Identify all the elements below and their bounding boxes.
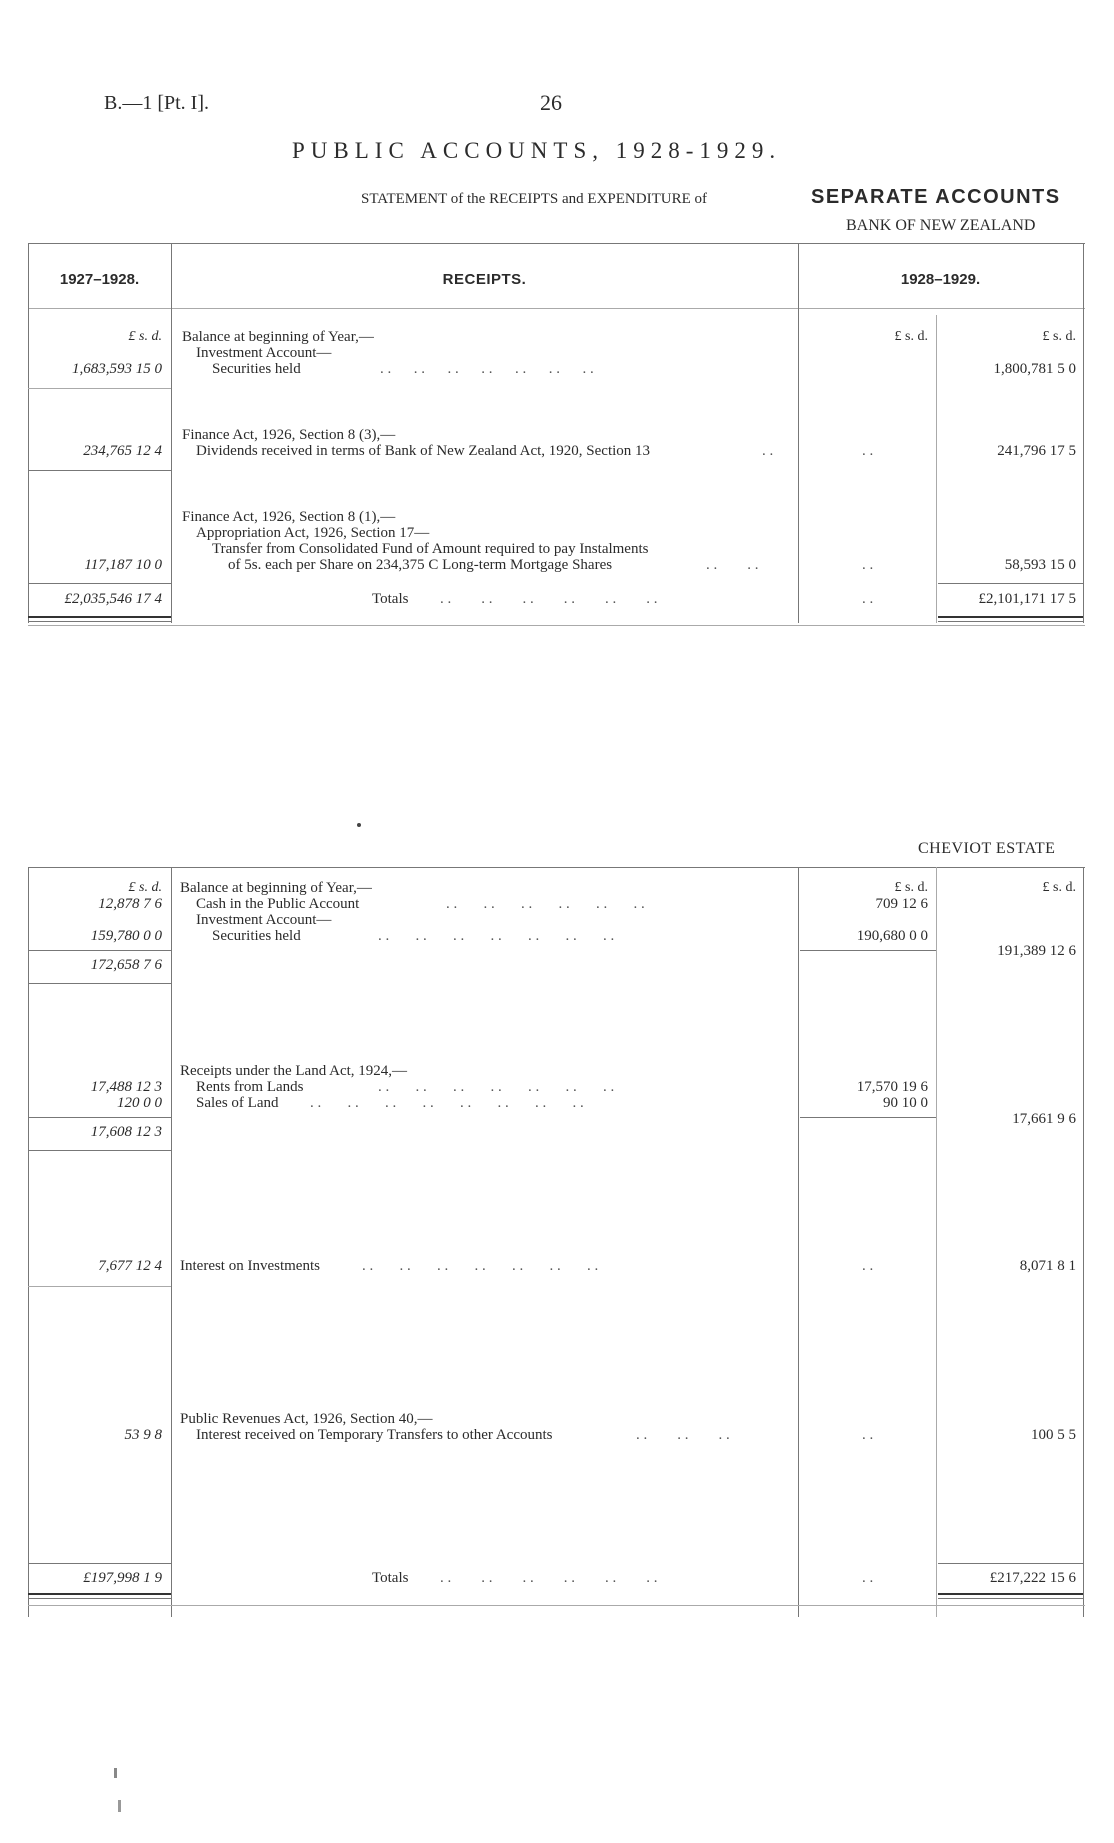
document-reference: B.—1 [Pt. I]. — [104, 92, 209, 114]
row-heading: Balance at beginning of Year,— — [180, 880, 372, 896]
amount-curr-year: 8,071 8 1 — [1019, 1258, 1076, 1274]
row-item-label: Dividends received in terms of Bank of New Zealand Act, 1920, Section 13 — [196, 443, 651, 459]
section2-col-divider — [171, 867, 172, 1617]
statement-prefix: STATEMENT of the RECEIPTS and EXPENDITURE of — [361, 191, 707, 207]
dot-leader: . . — [862, 1258, 874, 1274]
column-header-1927-1928: 1927–1928. — [59, 271, 140, 288]
unit-label-prev: £ s. d. — [128, 329, 162, 344]
amount-curr-year: 17,661 9 6 — [1012, 1111, 1076, 1127]
amount-curr-year: 100 5 5 — [1031, 1427, 1076, 1443]
section1-col-divider — [171, 243, 172, 623]
row-separator — [28, 1286, 171, 1287]
section1-col-divider — [798, 243, 799, 623]
section1-right-border — [1083, 243, 1084, 623]
totals-prev-year: £197,998 1 9 — [83, 1570, 162, 1586]
amount-prev-year: 53 9 8 — [124, 1427, 162, 1443]
section2-col-divider — [798, 867, 799, 1617]
totals-double-rule — [938, 1593, 1083, 1595]
row-heading: Finance Act, 1926, Section 8 (3),— — [182, 427, 396, 443]
amount-prev-year: 117,187 10 0 — [84, 557, 162, 573]
subtotal-prev-year: 17,608 12 3 — [90, 1124, 162, 1140]
unit-label-prev: £ s. d. — [128, 880, 162, 895]
section2-left-border — [28, 867, 29, 1617]
row-separator — [28, 1563, 171, 1564]
unit-label-curr: £ s. d. — [1042, 880, 1076, 895]
section1-account-name: BANK OF NEW ZEALAND — [846, 217, 1036, 234]
dot-leader: . . — [762, 443, 774, 459]
amount-prev-year: 234,765 12 4 — [83, 443, 162, 459]
totals-double-rule — [938, 1598, 1083, 1599]
unit-label-inner: £ s. d. — [894, 329, 928, 344]
section2-bottom-rule — [28, 1605, 1085, 1606]
row-item-label: Interest on Investments — [180, 1258, 320, 1274]
row-subheading: Appropriation Act, 1926, Section 17— — [196, 525, 430, 541]
totals-double-rule — [28, 616, 171, 618]
section1-top-rule — [28, 243, 1085, 244]
row-separator — [800, 1117, 936, 1118]
dot-leader: . . — [862, 591, 874, 607]
row-separator — [28, 470, 171, 471]
dot-leader: . . . . . . . . . . . . . . — [380, 361, 594, 377]
page-title: PUBLIC ACCOUNTS, 1928-1929. — [292, 138, 782, 163]
row-item-label: Securities held — [212, 361, 301, 377]
totals-double-rule — [938, 621, 1083, 622]
section1-left-border — [28, 243, 29, 623]
unit-label-curr: £ s. d. — [1042, 329, 1076, 344]
amount-inner: 90 10 0 — [883, 1095, 928, 1111]
dot-leader: . . . . . . . . . . . . — [446, 896, 645, 912]
row-separator — [938, 1563, 1083, 1564]
row-heading: Balance at beginning of Year,— — [182, 329, 374, 345]
dot-leader: . . — [862, 1570, 874, 1586]
totals-double-rule — [28, 1593, 171, 1595]
row-item-label: Sales of Land — [196, 1095, 279, 1111]
row-item-label: Securities held — [212, 928, 301, 944]
dot-leader: . . . . . . . . . . . . . . — [362, 1258, 599, 1274]
amount-curr-year: 241,796 17 5 — [997, 443, 1076, 459]
amount-curr-year: 58,593 15 0 — [1004, 557, 1076, 573]
amount-prev-year: 159,780 0 0 — [90, 928, 162, 944]
row-heading: Finance Act, 1926, Section 8 (1),— — [182, 509, 396, 525]
section2-col-divider — [936, 867, 937, 1617]
section2-account-name: CHEVIOT ESTATE — [918, 840, 1056, 857]
totals-prev-year: £2,035,546 17 4 — [64, 591, 162, 607]
row-item-label: Transfer from Consolidated Fund of Amount required to pay Instalments — [212, 541, 649, 557]
dot-leader: . . — [862, 557, 874, 573]
totals-label: Totals — [372, 1570, 409, 1586]
row-separator — [938, 583, 1083, 584]
row-item-label: Interest received on Temporary Transfers to other Accounts — [196, 1427, 553, 1443]
row-item-label: Rents from Lands — [196, 1079, 304, 1095]
amount-inner: 17,570 19 6 — [856, 1079, 928, 1095]
section1-bottom-rule — [28, 625, 1085, 626]
page-number: 26 — [540, 90, 562, 115]
section2-right-border — [1083, 867, 1084, 1617]
column-header-receipts: RECEIPTS. — [442, 271, 527, 288]
dot-leader: . . . . . . . . . . . . . . . . — [310, 1095, 584, 1111]
row-separator — [28, 950, 171, 951]
amount-curr-year: 191,389 12 6 — [997, 943, 1076, 959]
totals-curr-year: £217,222 15 6 — [989, 1570, 1076, 1586]
row-separator — [800, 950, 936, 951]
row-item-label: Cash in the Public Account — [196, 896, 360, 912]
row-item-label: of 5s. each per Share on 234,375 C Long-term Mortgage Shares — [228, 557, 613, 573]
amount-prev-year: 1,683,593 15 0 — [72, 361, 162, 377]
totals-double-rule — [938, 616, 1083, 618]
dot-leader: . . . . . . — [636, 1427, 730, 1443]
amount-inner: 190,680 0 0 — [856, 928, 928, 944]
print-speck — [114, 1768, 117, 1778]
section1-header-rule — [28, 308, 1085, 309]
row-heading: Receipts under the Land Act, 1924,— — [180, 1063, 408, 1079]
totals-curr-year: £2,101,171 17 5 — [978, 591, 1076, 607]
totals-label: Totals — [372, 591, 409, 607]
dot-leader: . . . . — [706, 557, 759, 573]
row-separator — [28, 583, 171, 584]
dot-leader: . . . . . . . . . . . . . . — [378, 1079, 615, 1095]
column-header-1928-1929: 1928–1929. — [900, 271, 981, 288]
unit-label-inner: £ s. d. — [894, 880, 928, 895]
print-speck — [118, 1800, 121, 1812]
amount-inner: 709 12 6 — [875, 896, 928, 912]
row-separator — [28, 983, 171, 984]
print-speck — [357, 823, 361, 827]
dot-leader: . . — [862, 443, 874, 459]
amount-prev-year: 120 0 0 — [117, 1095, 162, 1111]
dot-leader: . . . . . . . . . . . . — [440, 591, 658, 607]
section2-top-rule — [28, 867, 1085, 868]
amount-prev-year: 7,677 12 4 — [98, 1258, 162, 1274]
row-separator — [28, 388, 171, 389]
row-heading: Public Revenues Act, 1926, Section 40,— — [180, 1411, 433, 1427]
section1-col-divider — [936, 315, 937, 623]
amount-prev-year: 12,878 7 6 — [98, 896, 162, 912]
statement-heading: SEPARATE ACCOUNTS — [811, 186, 1061, 208]
dot-leader: . . — [862, 1427, 874, 1443]
row-subheading: Investment Account— — [196, 912, 332, 928]
amount-prev-year: 17,488 12 3 — [90, 1079, 162, 1095]
amount-curr-year: 1,800,781 5 0 — [993, 361, 1076, 377]
totals-double-rule — [28, 1598, 171, 1599]
row-separator — [28, 1117, 171, 1118]
row-separator — [28, 1150, 171, 1151]
totals-double-rule — [28, 621, 171, 622]
subtotal-prev-year: 172,658 7 6 — [90, 957, 162, 973]
dot-leader: . . . . . . . . . . . . — [440, 1570, 658, 1586]
row-subheading: Investment Account— — [196, 345, 332, 361]
dot-leader: . . . . . . . . . . . . . . — [378, 928, 615, 944]
